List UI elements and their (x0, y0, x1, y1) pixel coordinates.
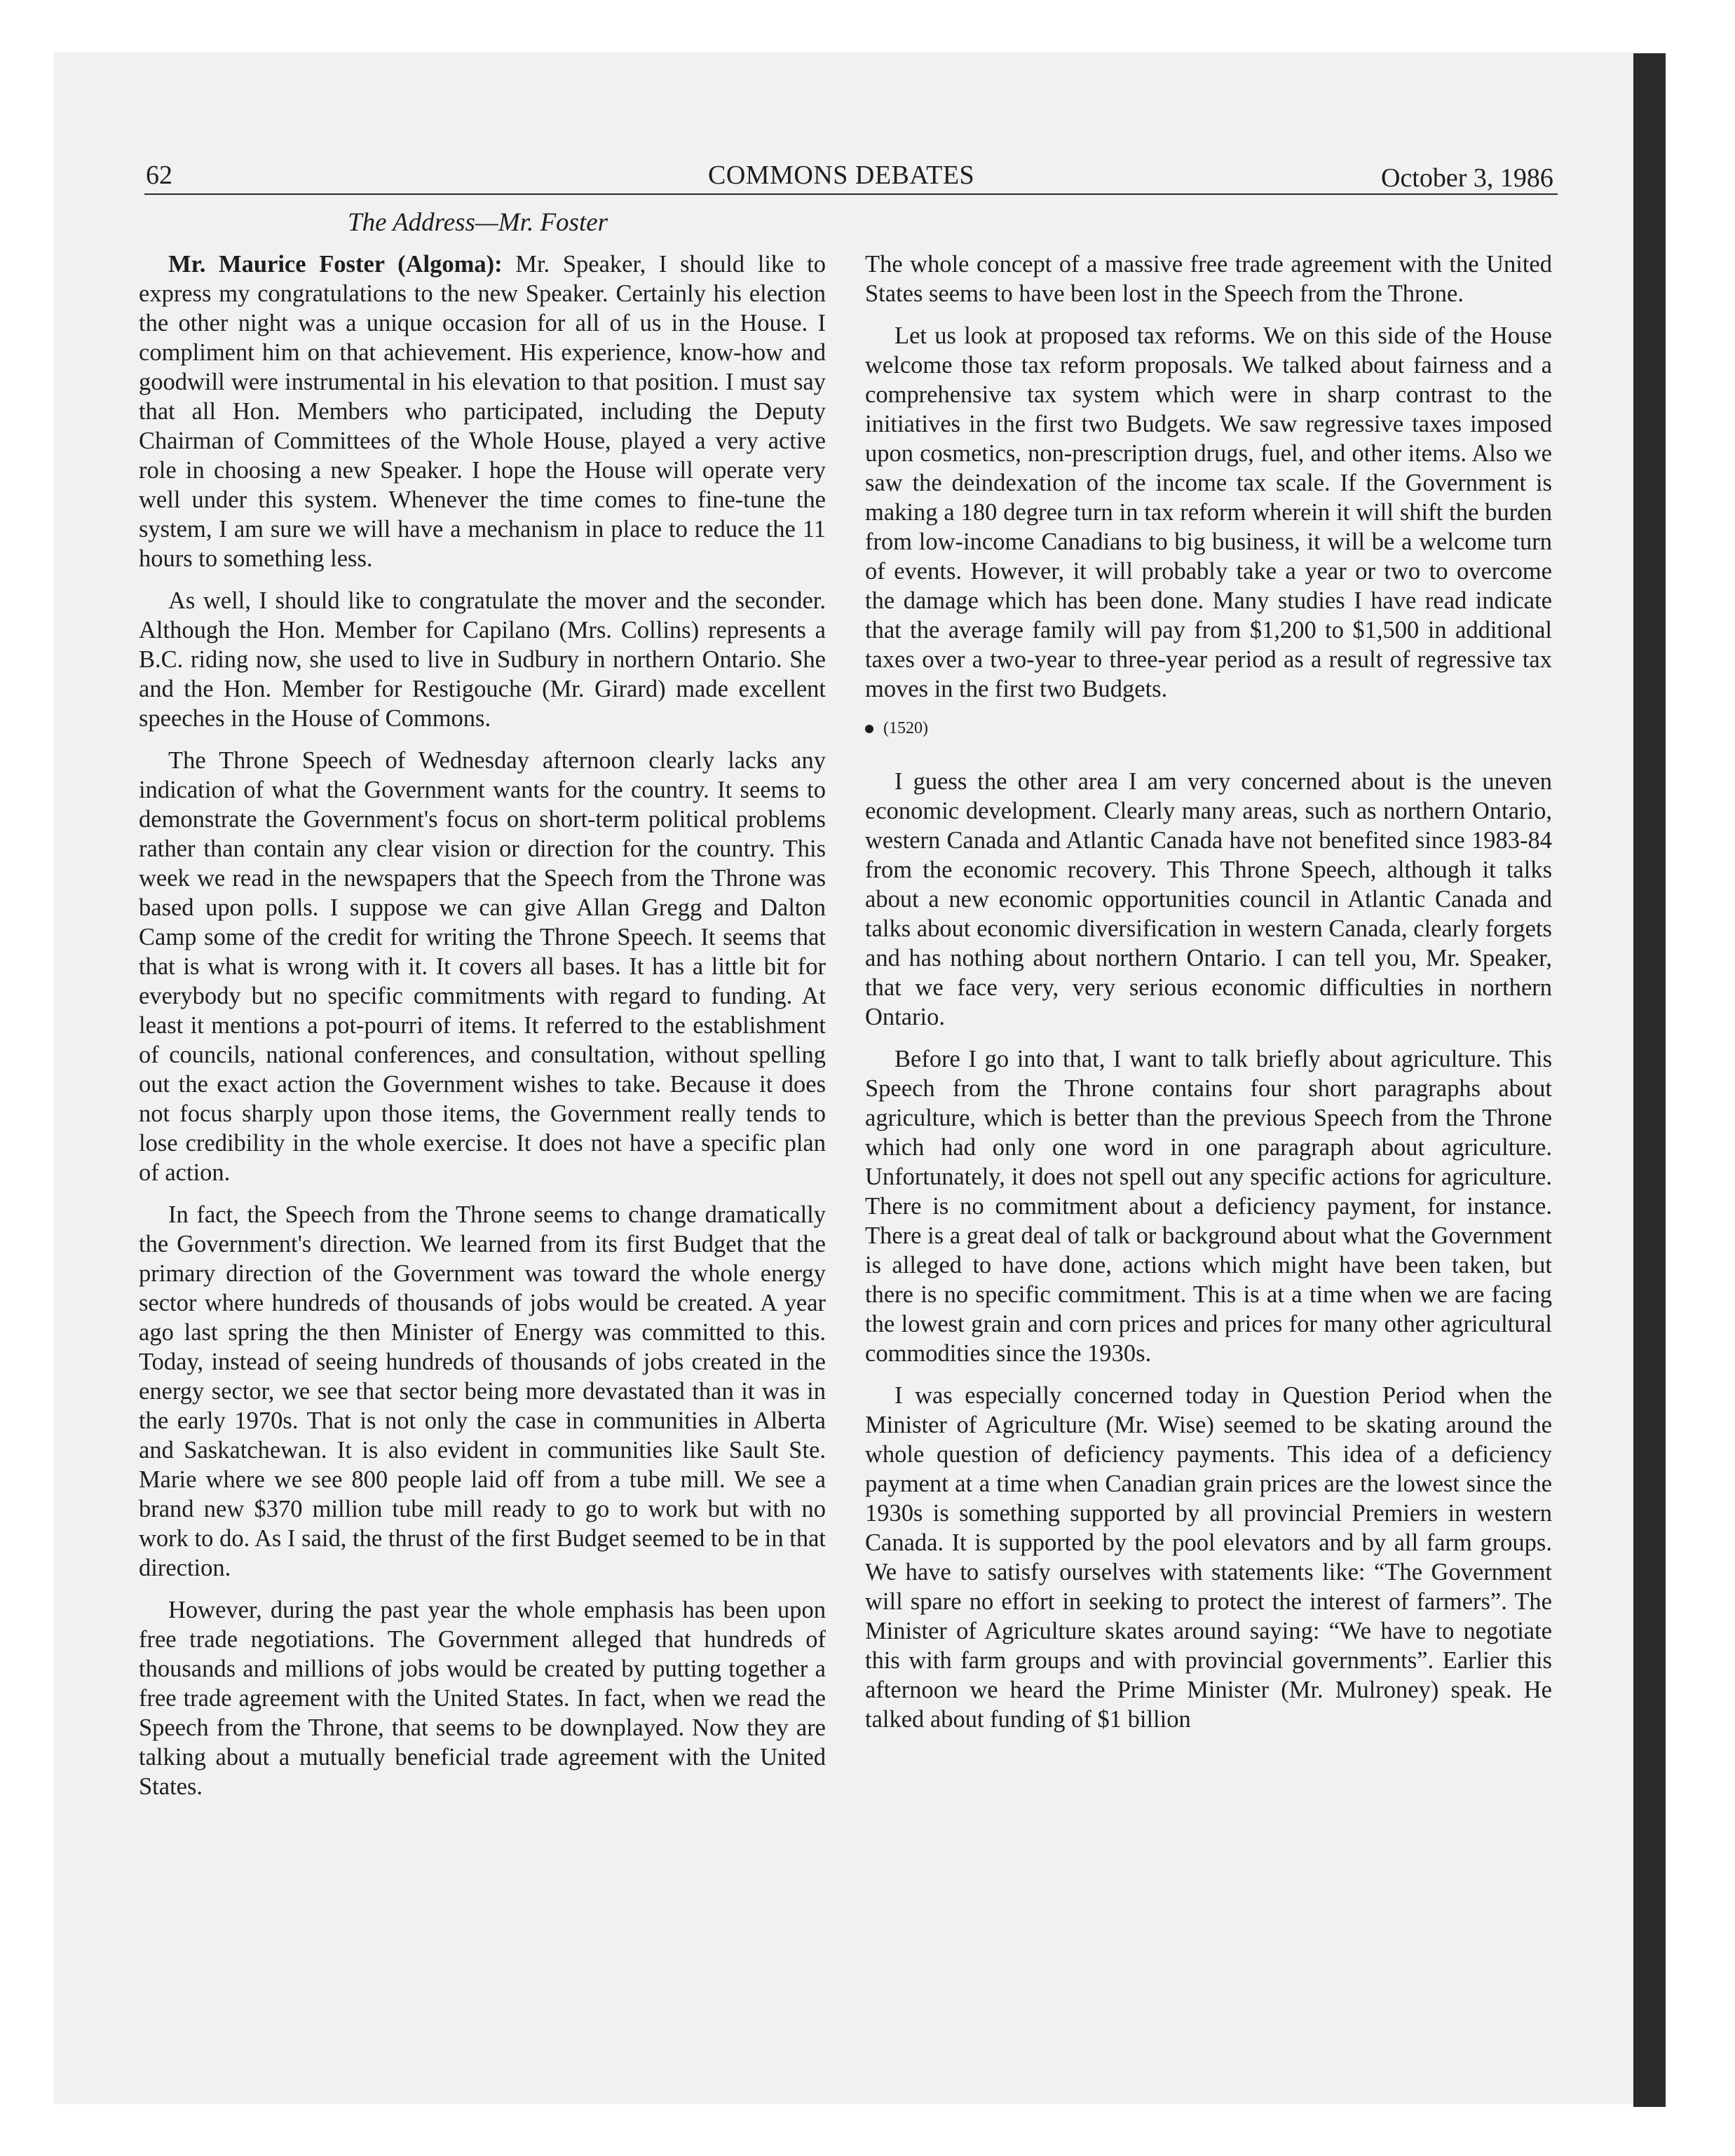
paragraph: Before I go into that, I want to talk briefly about agriculture. This Speech from the Throne contains four short paragraphs about agriculture, which is better than the previous Speech from the Throne which had only one word in one paragraph about agriculture. Unfortunately, it does not spell out any specific actions for agriculture. There is no commitment about a deficiency payment, for instance. There is a great deal of talk or background about what the Government is alleged to have done, actions which might have been taken, but there is no specific commitment. This is at a time when we are facing the lowest grain and corn prices and prices for many other agricultural commodities since the 1930s. (865, 1046, 1552, 1367)
paragraph: As well, I should like to congratulate the mover and the seconder. Although the Hon. Member for Capilano (Mrs. Collins) represents a B.C. riding now, she used to live in Sudbury in northern Ontario. She and the Hon. Member for Restigouche (Mr. Girard) made excellent speeches in the House of Commons. (139, 587, 826, 732)
left-column (139, 250, 826, 1814)
header-date: October 3, 1986 (1381, 163, 1553, 193)
paragraph: I guess the other area I am very concerned about is the uneven economic development. Clearly many areas, such as northern Ontario, western Canada and Atlantic Canada have not benefited since 1983-84 from the economic recovery. This Throne Speech, although it talks about a new economic opportunities council in Atlantic Canada and talks about economic diversification in western Canada, clearly forgets and has nothing about northern Ontario. I can tell you, Mr. Speaker, that we face very, very serious economic difficulties in northern Ontario. (865, 768, 1552, 1030)
bullet-icon (865, 725, 873, 733)
right-column (865, 250, 1552, 1747)
paragraph (139, 250, 826, 573)
paragraph: In fact, the Speech from the Throne seems to change dramatically the Government's direction. We learned from its first Budget that the primary direction of the Government was toward the whole energy sector where hundreds of thousands of jobs would be created. A year ago last spring the then Minister of Energy was committed to this. Today, instead of seeing hundreds of thousands of jobs created in the energy sector, we see that sector being more devastated than it was in the early 1970s. That is not only the case in communities in Alberta and Saskatchewan. It is also evident in communities like Sault Ste. Marie where we see 800 people laid off from a tube mill. We see a brand new $370 million tube mill ready to go to work but with no work to do. As I said, the thrust of the first Budget seemed to be in that direction. (139, 1201, 826, 1581)
section-header: The Address—Mr. Foster (348, 208, 608, 237)
header-rule (144, 193, 1558, 195)
paragraph: I was especially concerned today in Question Period when the Minister of Agriculture (Mr. Wise) seemed to be skating around the whole question of deficiency payments. This idea of a deficiency payment at a time when Canadian grain prices are the lowest since the 1930s is something supported by all provincial Premiers in western Canada. It is supported by the pool elevators and by all farm groups. We have to satisfy ourselves with statements like: “The Government will spare no effort in seeking to protect the interest of farmers”. The Minister of Agriculture skates around saying: “We have to negotiate this with farm groups and with provincial governments”. Earlier this afternoon we heard the Prime Minister (Mr. Mulroney) speak. He talked about funding of $1 billion (865, 1382, 1552, 1733)
paragraph-text: Mr. Speaker, I should like to express my congratulations to the new Speaker. Certainly his election the other night was a unique occasion for all of us in the House. I compliment him on that achievement. His experience, know-how and goodwill were instrumental in his elevation to that position. I must say that all Hon. Members who participated, including the Deputy Chairman of Committees of the Whole House, played a very active role in choosing a new Speaker. I hope the House will operate very well under this system. Whenever the time comes to fine-tune the system, I am sure we will have a mechanism in place to reduce the 11 hours to something less. (139, 251, 826, 572)
page-number: 62 (146, 161, 172, 190)
paragraph: However, during the past year the whole emphasis has been upon free trade negotiations. The Government alleged that hundreds of thousands and millions of jobs would be created by putting together a free trade agreement with the United States. In fact, when we read the Speech from the Throne, that seems to be downplayed. Now they are talking about a mutually beneficial trade agreement with the United States. (139, 1597, 826, 1800)
time-marker-text: (1520) (883, 719, 928, 737)
speaker-name: Mr. Maurice Foster (Algoma): (168, 251, 503, 278)
time-marker (865, 718, 1552, 739)
running-title: COMMONS DEBATES (708, 161, 975, 190)
paragraph: Let us look at proposed tax reforms. We on this side of the House welcome those tax reform proposals. We talked about fairness and a comprehensive tax system which were in sharp contrast to the initiatives in the first two Budgets. We saw regressive taxes imposed upon cosmetics, non-prescription drugs, fuel, and other items. Also we saw the deindexation of the income tax scale. If the Government is making a 180 degree turn in tax reform wherein it will shift the burden from low-income Canadians to big business, it will be a welcome turn of events. However, it will probably take a year or two to overcome the damage which has been done. Many studies I have read indicate that the average family will pay from $1,200 to $1,500 in additional taxes over a two-year to three-year period as a result of regressive tax moves in the first two Budgets. (865, 322, 1552, 702)
paragraph: The whole concept of a massive free trade agreement with the United States seems to have been lost in the Speech from the Throne. (865, 251, 1552, 307)
paragraph: The Throne Speech of Wednesday afternoon clearly lacks any indication of what the Government wants for the country. It seems to demonstrate the Government's focus on short-term political problems rather than contain any clear vision or direction for the country. This week we read in the newspapers that the Speech from the Throne was based upon polls. I suppose we can give Allan Gregg and Dalton Camp some of the credit for writing the Throne Speech. It seems that that is what is wrong with it. It covers all bases. It has a little bit for everybody but no specific commitments with regard to funding. At least it mentions a pot-pourri of items. It referred to the establishment of councils, national conferences, and consultation, without spelling out the exact action the Government wishes to take. Because it does not focus sharply upon those items, the Government really tends to lose credibility in the whole exercise. It does not have a specific plan of action. (139, 747, 826, 1186)
scan-binding-edge (1633, 53, 1666, 2107)
